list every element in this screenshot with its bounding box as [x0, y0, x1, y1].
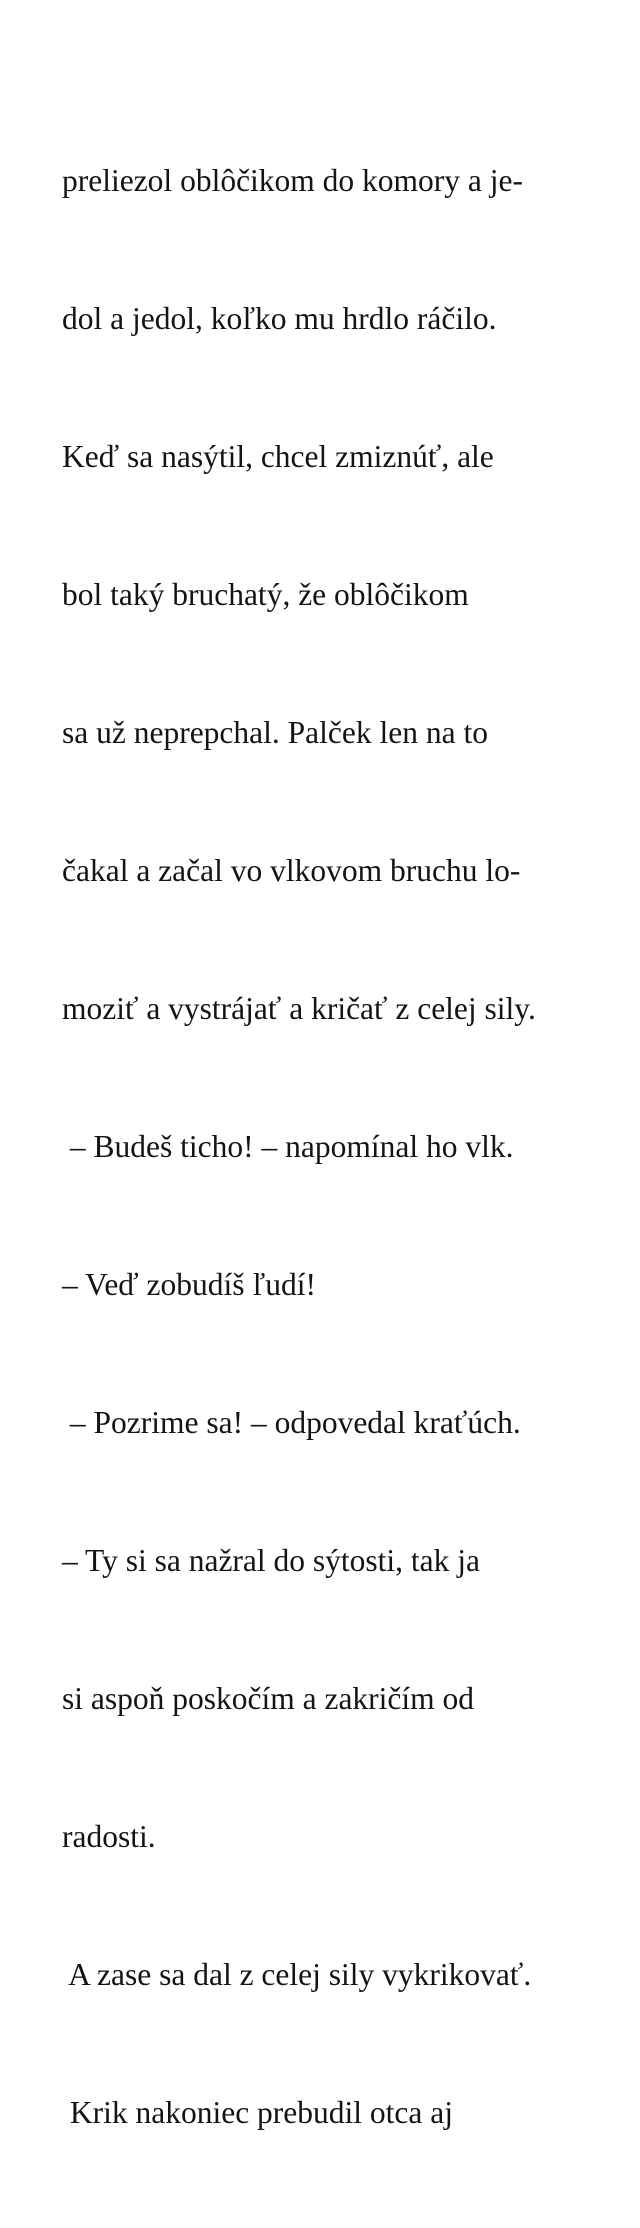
- text-line-2: dol a jedol, koľko mu hrdlo ráčilo.: [62, 301, 497, 336]
- text-line-7: moziť a vystrájať a kričať z celej sily.: [62, 991, 536, 1026]
- story-text: [62, 66, 622, 2228]
- text-line-6: čakal a začal vo vlkovom bruchu lo-: [62, 853, 521, 888]
- text-line-8: – Budeš ticho! – napomínal ho vlk.: [62, 1129, 514, 1164]
- text-line-14: A zase sa dal z celej sily vykrikovať.: [62, 1957, 532, 1992]
- text-line-12: si aspoň poskočím a zakričím od: [62, 1681, 475, 1716]
- text-line-1: preliezol oblôčikom do komory a je-: [62, 163, 523, 198]
- text-line-10: – Pozrime sa! – odpovedal kraťúch.: [62, 1405, 521, 1440]
- text-line-9: – Veď zobudíš ľudí!: [62, 1267, 316, 1302]
- text-line-4: bol taký bruchatý, že oblôčikom: [62, 577, 469, 612]
- text-line-3: Keď sa nasýtil, chcel zmiznúť, ale: [62, 439, 494, 474]
- text-line-5: sa už neprepchal. Palček len na to: [62, 715, 488, 750]
- text-line-13: radosti.: [62, 1819, 156, 1854]
- text-line-11: – Ty si sa nažral do sýtosti, tak ja: [62, 1543, 481, 1578]
- text-line-15: Krik nakoniec prebudil otca aj: [62, 2095, 453, 2130]
